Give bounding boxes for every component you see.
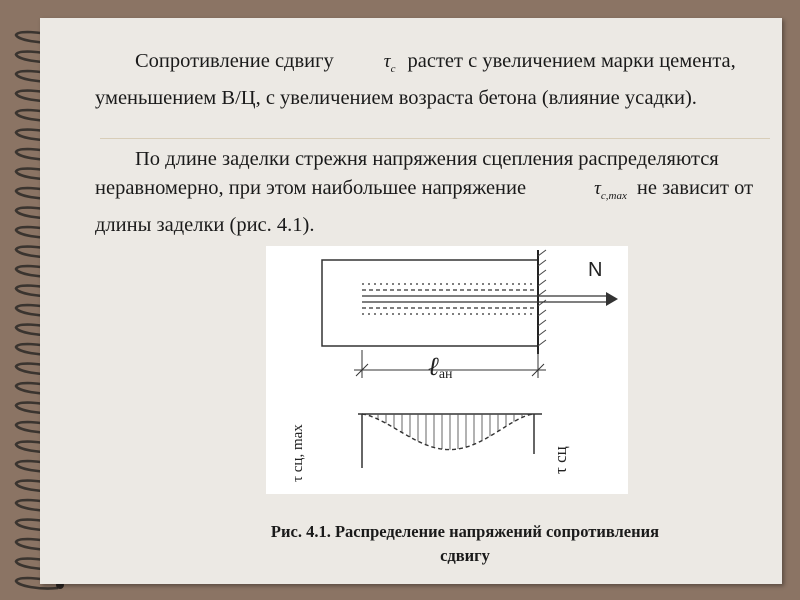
p2-text-before: По длине заделки стрежня напряжения сцепления распределяются неравномерно, при этом наибольшее напряжение	[95, 148, 719, 199]
divider-line	[100, 138, 770, 139]
paragraph-bond-stress	[95, 145, 755, 240]
figure-caption	[175, 520, 755, 568]
paragraph-shear-resistance	[95, 47, 755, 113]
tau-c-symbol	[344, 47, 396, 84]
stress-diagram	[358, 414, 542, 468]
tau-c-max-symbol	[554, 174, 627, 211]
caption-line-1: Рис. 4.1. Распределение напряжений сопротивления	[270, 522, 660, 541]
wall-hatching	[538, 250, 546, 346]
caption-line-2: сдвигу	[440, 546, 490, 565]
tau-subscript: c	[390, 62, 396, 75]
anchorage-diagram	[266, 246, 628, 494]
figure-4-1	[266, 246, 628, 494]
tau-subscript: c,max	[600, 189, 627, 202]
tau-glyph: τ	[594, 178, 601, 199]
curve-label: τ сц	[551, 446, 570, 474]
p1-text-after: растет с увеличением марки цемента, уменьшением В/Ц, с увеличением возраста бетона (влияние усадки).	[95, 50, 736, 109]
y-axis-label: τ сц, max	[290, 424, 306, 482]
force-label: N	[588, 259, 603, 281]
p2-text-after: не зависит от длины заделки (рис. 4.1).	[95, 177, 754, 236]
p1-text-before: Сопротивление сдвигу	[135, 50, 334, 72]
tau-glyph: τ	[383, 51, 391, 72]
force-arrow-icon	[606, 292, 618, 306]
concrete-block	[322, 260, 538, 346]
length-label: ℓан	[428, 352, 453, 382]
rebar	[362, 284, 606, 314]
